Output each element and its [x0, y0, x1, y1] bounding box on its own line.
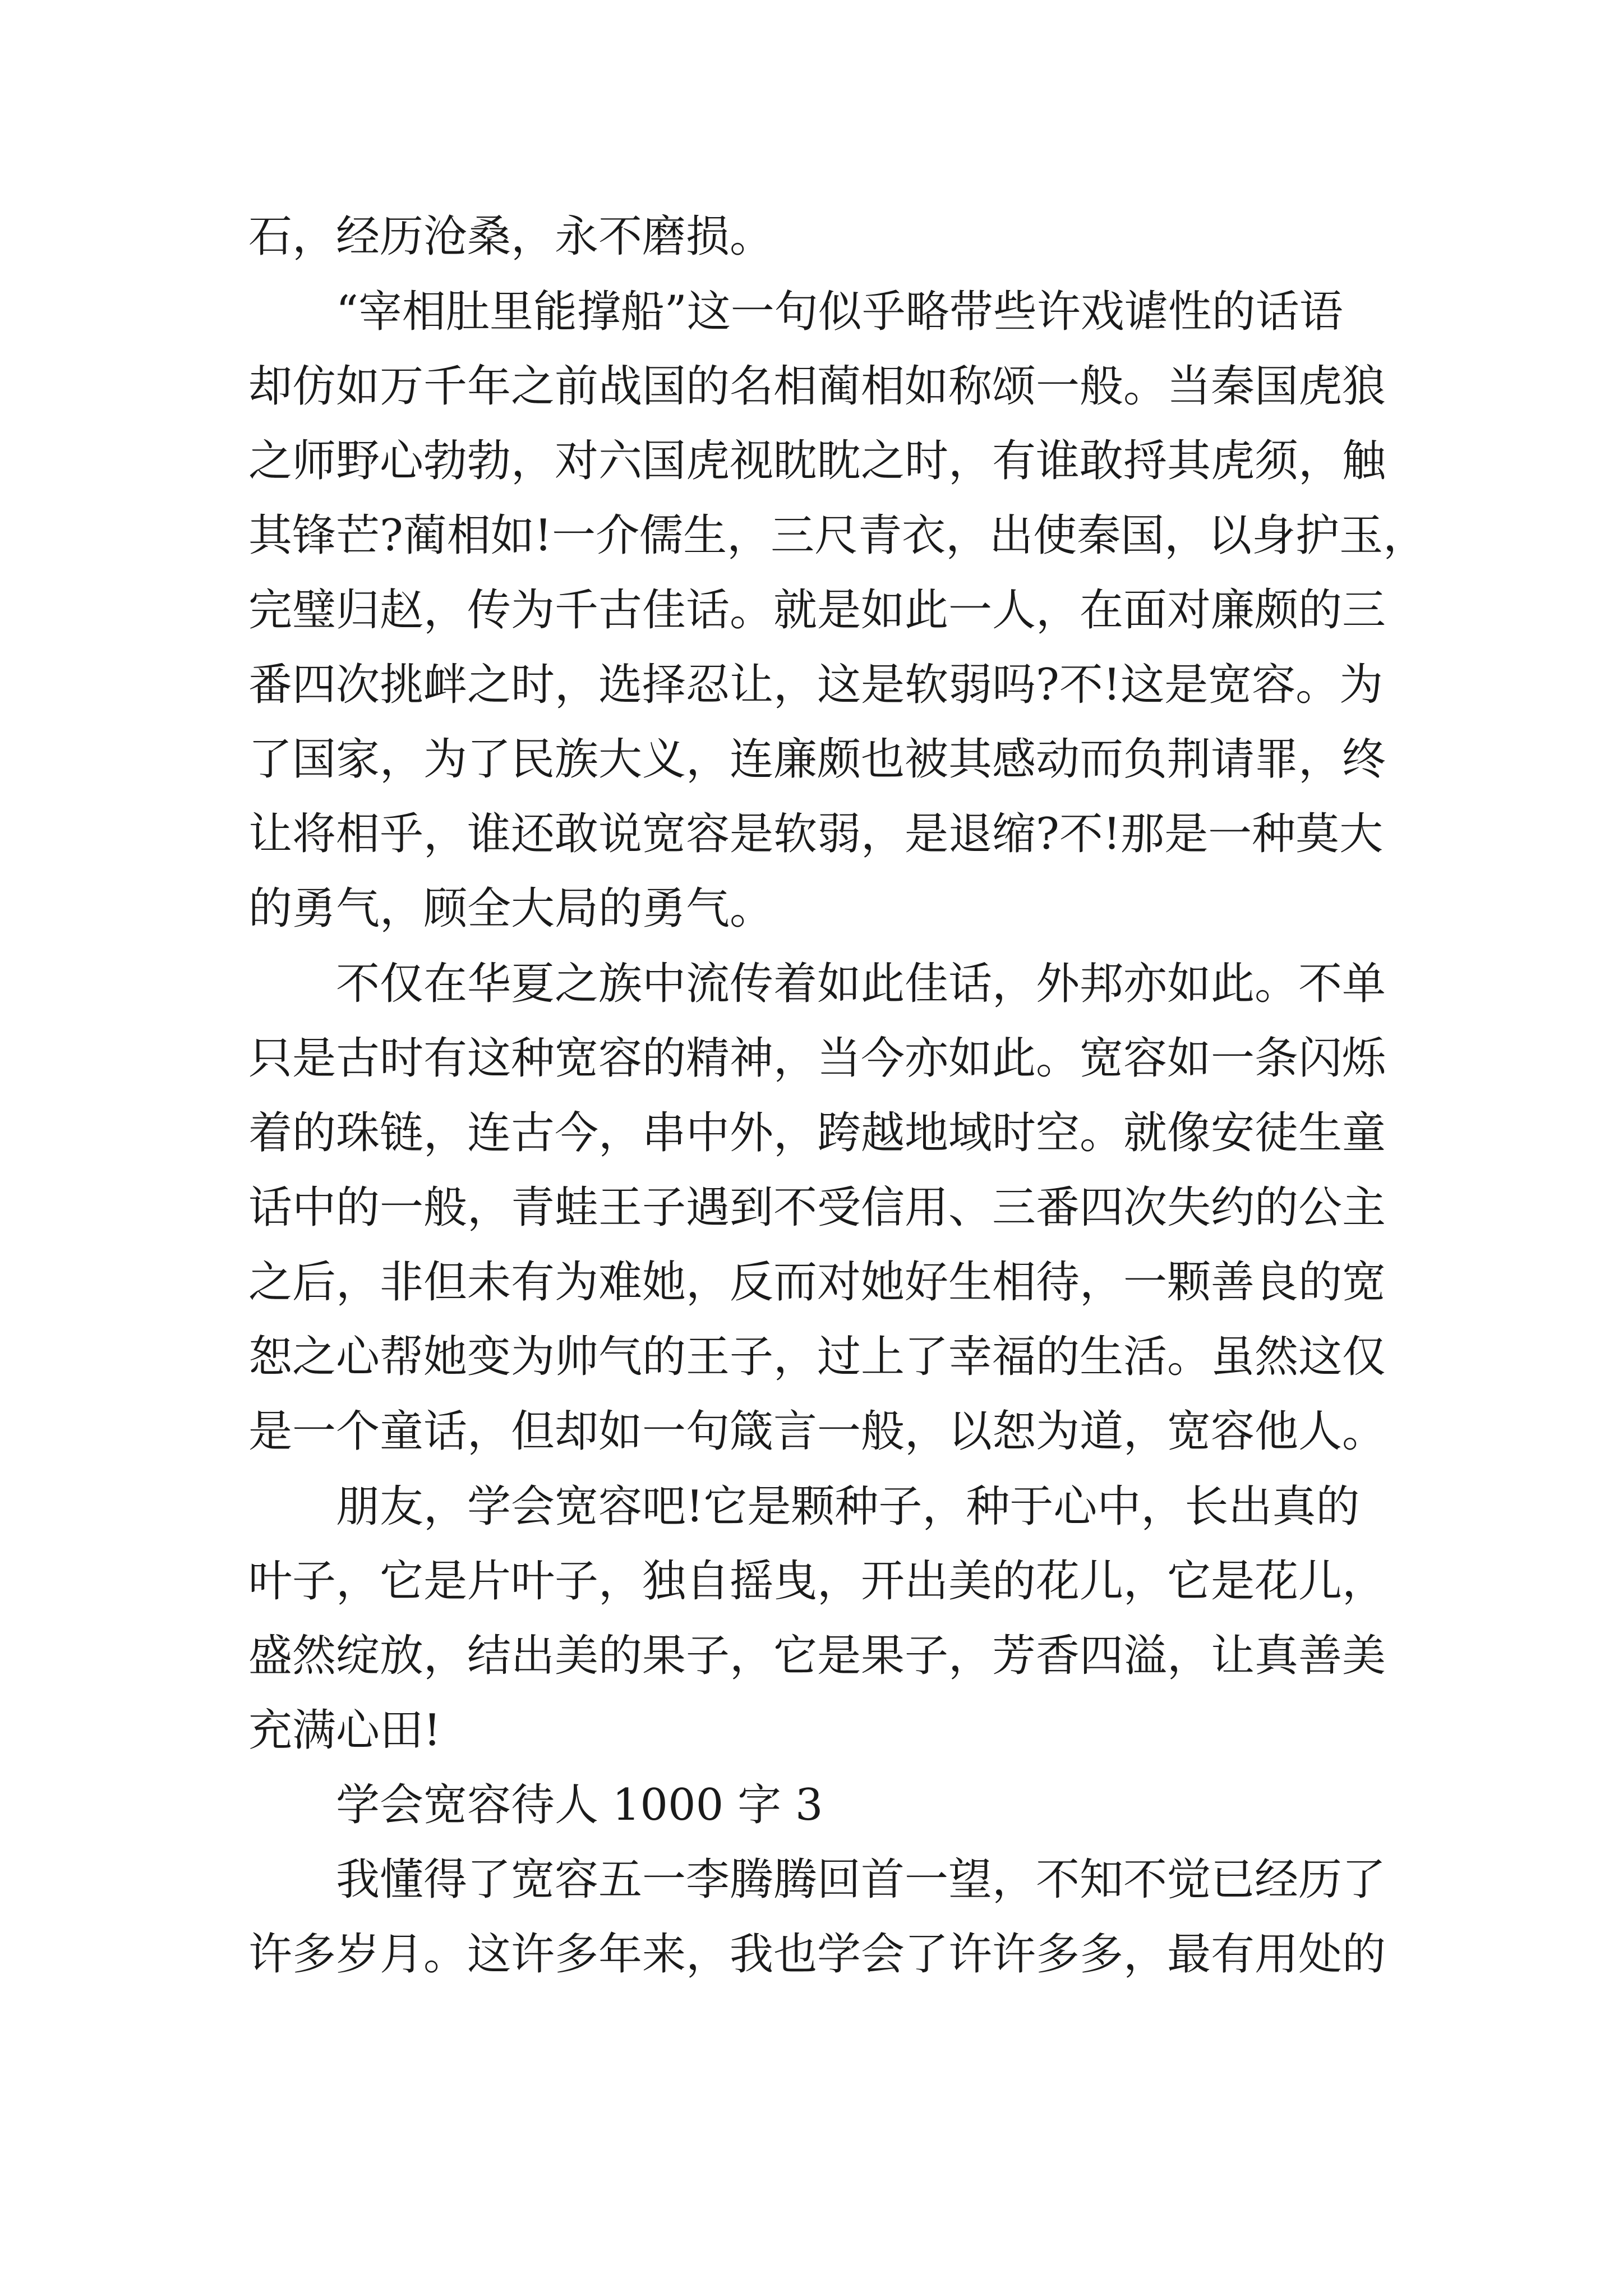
text-line: 的勇气，顾全大局的勇气。: [248, 884, 774, 934]
text-line: 之后，非但未有为难她，反而对她好生相待，一颗善良的宽: [248, 1257, 1386, 1308]
text-line: 许多岁月。这许多年来，我也学会了许许多多，最有用处的: [248, 1929, 1386, 1980]
text-line: 叶子，它是片叶子，独自摇曳，开出美的花儿，它是花儿，: [248, 1556, 1386, 1607]
text-line: 朋友，学会宽容吧!它是颗种子，种于心中，长出真的: [336, 1481, 1360, 1532]
text-line: 我懂得了宽容五一李腾腾回首一望，不知不觉已经历了: [336, 1855, 1386, 1905]
text-line: 是一个童话，但却如一句箴言一般，以恕为道，宽容他人。: [248, 1406, 1386, 1457]
text-line: 话中的一般，青蛙王子遇到不受信用、三番四次失约的公主: [248, 1182, 1386, 1233]
text-line: 完璧归赵，传为千古佳话。就是如此一人，在面对廉颇的三: [248, 585, 1386, 636]
text-line: 了国家，为了民族大义，连廉颇也被其感动而负荆请罪，终: [248, 734, 1386, 785]
text-line: 之师野心勃勃，对六国虎视眈眈之时，有谁敢捋其虎须，触: [248, 436, 1386, 486]
text-line: 其锋芒?蔺相如!一介儒生，三尺青衣，出使秦国，以身护玉，: [248, 510, 1427, 561]
text-line: 番四次挑衅之时，选择忍让，这是软弱吗?不!这是宽容。为: [248, 660, 1384, 710]
text-line: 盛然绽放，结出美的果子，它是果子，芳香四溢，让真善美: [248, 1631, 1386, 1681]
text-line: 让将相乎，谁还敢说宽容是软弱，是退缩?不!那是一种莫大: [248, 809, 1384, 859]
text-line: “宰相肚里能撑船”这一句似乎略带些许戏谑性的话语: [336, 287, 1343, 337]
text-line: 却仿如万千年之前战国的名相蔺相如称颂一般。当秦国虎狼: [248, 361, 1386, 412]
text-line: 恕之心帮她变为帅气的王子，过上了幸福的生活。虽然这仅: [248, 1332, 1386, 1382]
text-line: 着的珠链，连古今，串中外，跨越地域时空。就像安徒生童: [248, 1108, 1386, 1158]
text-line: 充满心田!: [248, 1705, 441, 1756]
text-line: 只是古时有这种宽容的精神，当今亦如此。宽容如一条闪烁: [248, 1033, 1386, 1084]
text-line: 不仅在华夏之族中流传着如此佳话，外邦亦如此。不单: [336, 959, 1386, 1009]
section-heading: 学会宽容待人 1000 字 3: [336, 1780, 823, 1830]
text-line: 石，经历沧桑，永不磨损。: [248, 211, 774, 262]
